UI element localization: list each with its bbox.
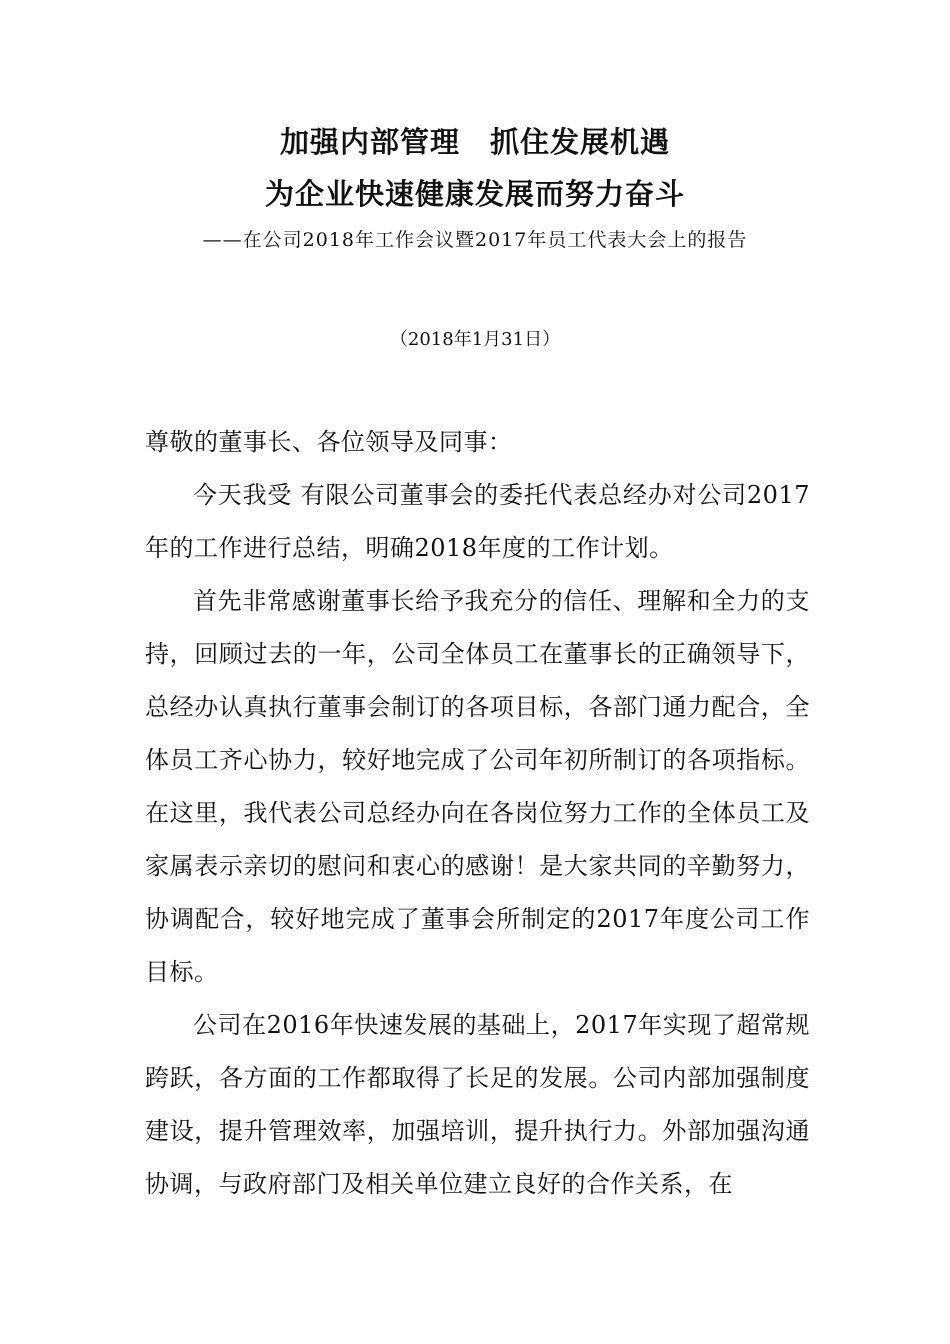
salutation: 尊敬的董事长、各位领导及同事： <box>145 428 513 456</box>
paragraph-1: 今天我受 有限公司董事会的委托代表总经办对公司2017年的工作进行总结，明确2018年度的工作计划。 <box>145 481 810 562</box>
paragraph-2: 首先非常感谢董事长给予我充分的信任、理解和全力的支持，回顾过去的一年，公司全体员工在董事长的正确领导下，总经办认真执行董事会制订的各项目标，各部门通力配合，全体员工齐心协力，较好地完成了公司年初所制订的各项指标。在这里，我代表公司总经办向在各岗位努力工作的全体员工及家属表示亲切的慰问和衷心的感谢！是大家共同的辛勤努力，协调配合，较好地完成了董事会所制定的2017年度公司工作目标。 <box>145 587 810 986</box>
document-date: （2018年1月31日） <box>389 329 561 350</box>
document-title-line-2: 为企业快速健康发展而努力奋斗 <box>264 177 685 211</box>
document-subtitle: ——在公司2018年工作会议暨2017年员工代表大会上的报告 <box>202 229 748 251</box>
paragraph-3: 公司在2016年快速发展的基础上，2017年实现了超常规跨跃，各方面的工作都取得了长足的发展。公司内部加强制度建设，提升管理效率，加强培训，提升执行力。外部加强沟通协调，与政府部门及相关单位建立良好的合作关系，在 <box>145 1011 810 1198</box>
document-title-line-1: 加强内部管理 抓住发展机遇 <box>279 125 670 159</box>
